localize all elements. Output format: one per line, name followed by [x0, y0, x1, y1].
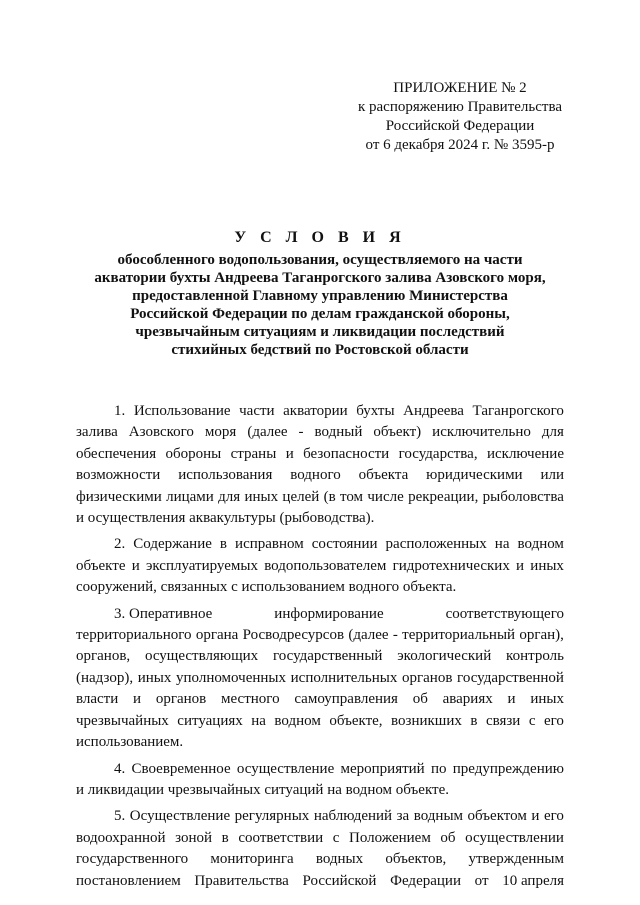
- word: на: [251, 712, 266, 729]
- word: территориальный: [402, 627, 516, 644]
- word: в: [221, 829, 229, 846]
- word: расположенных: [385, 536, 487, 553]
- word: Российской: [302, 872, 377, 889]
- appendix-header: [340, 79, 580, 155]
- paragraph-line: [76, 422, 564, 443]
- word: самоуправления: [294, 691, 398, 708]
- word: на: [494, 536, 510, 553]
- word: (далее: [348, 627, 389, 644]
- paragraph-line: [76, 668, 564, 689]
- word: от: [474, 872, 489, 889]
- word: государства,: [398, 445, 478, 462]
- word: и: [507, 691, 516, 708]
- paragraph-line: [76, 577, 564, 598]
- paragraph-line: [76, 828, 564, 849]
- word: власти: [76, 691, 119, 708]
- word: акватории: [283, 403, 348, 419]
- appendix-number: ПРИЛОЖЕНИЕ № 2: [393, 80, 527, 96]
- word: Федерации: [390, 872, 461, 889]
- word: осуществление: [236, 760, 335, 777]
- word: органов,: [76, 648, 131, 665]
- word: с: [332, 829, 340, 846]
- word: Таганрогского: [472, 403, 564, 419]
- word: информирование: [274, 605, 384, 622]
- paragraph-line: [76, 806, 564, 827]
- word: государственной: [457, 669, 564, 686]
- word: и: [131, 557, 140, 574]
- word: органов: [155, 691, 207, 708]
- word: ситуациях: [177, 712, 243, 729]
- appendix-reference: к распоряжению Правительства: [357, 99, 562, 115]
- word: контроль: [506, 648, 564, 665]
- word: для: [541, 424, 564, 441]
- word: юридическими: [426, 467, 523, 484]
- word: соответствии: [238, 829, 324, 846]
- paragraph-line: [76, 444, 564, 465]
- word: Содержание: [133, 536, 212, 553]
- document-body: [76, 401, 564, 897]
- word: мероприятий: [340, 760, 425, 777]
- word: возможности: [76, 467, 161, 484]
- word: орган),: [519, 627, 564, 644]
- word: объектов,: [385, 851, 447, 868]
- word: иных: [530, 691, 564, 708]
- subtitle-line: обособленного водопользования, осуществляемого на части: [117, 252, 523, 268]
- paragraph-line: [76, 689, 564, 710]
- paragraph-line: [76, 487, 564, 508]
- word: том: [339, 488, 364, 505]
- word: государственный: [272, 648, 383, 665]
- paragraph-line: [76, 646, 564, 667]
- word: водных: [315, 851, 364, 868]
- subtitle-line: Российской Федерации по делам гражданской обороны,: [130, 306, 510, 322]
- word: и: [285, 445, 294, 462]
- word: по: [430, 760, 447, 777]
- word: наблюдений: [313, 808, 393, 825]
- word: бухты: [356, 403, 395, 419]
- word: экологический: [397, 648, 492, 665]
- word: уполномоченных: [176, 669, 286, 686]
- word: исключительно: [432, 424, 531, 441]
- word: авариях: [442, 691, 493, 708]
- word: чрезвычайных: [76, 712, 169, 729]
- word: Правительства: [194, 872, 289, 889]
- word: (в: [323, 488, 336, 505]
- word: 4.: [114, 760, 126, 777]
- word: использованием.: [76, 734, 184, 751]
- word: об: [440, 829, 456, 846]
- paragraph-line: [76, 759, 564, 780]
- paragraph-3: [76, 604, 564, 754]
- word: зоной: [175, 829, 213, 846]
- word: органа: [195, 627, 239, 644]
- document-title: У С Л О В И Я: [234, 229, 406, 246]
- word: за: [396, 808, 410, 825]
- word: эксплуатируемых: [145, 557, 258, 574]
- word: государственного: [76, 851, 189, 868]
- word: объектом: [467, 808, 527, 825]
- word: 10 апреля: [502, 872, 564, 889]
- word: состоянии: [311, 536, 378, 553]
- paragraph-line: [76, 780, 564, 801]
- word: возникших: [391, 712, 462, 729]
- paragraph-5: [76, 806, 564, 892]
- word: водном: [274, 712, 321, 729]
- word: и: [516, 557, 525, 574]
- paragraph-line: [76, 401, 564, 422]
- word: водоохранной: [76, 829, 166, 846]
- word: исправном: [235, 536, 304, 553]
- word: сооружений, связанных с использованием водного объекта.: [76, 579, 457, 596]
- paragraph-line: [76, 534, 564, 555]
- word: об: [412, 691, 428, 708]
- subtitle-line: предоставленной Главному управлению Министерства: [132, 288, 508, 304]
- word: 2.: [114, 536, 126, 553]
- word: и осуществления аквакультуры (рыбоводства).: [76, 510, 375, 527]
- word: иных: [530, 557, 564, 574]
- paragraph-line: [76, 849, 564, 870]
- paragraph-1: [76, 401, 564, 529]
- word: Осуществление: [129, 808, 231, 825]
- paragraph-line: [76, 871, 564, 892]
- word: в: [219, 536, 228, 553]
- word: объект): [373, 424, 422, 441]
- word: Росводресурсов: [242, 627, 345, 644]
- word: 3. Оперативное: [114, 605, 213, 622]
- word: его: [543, 808, 564, 825]
- paragraph-line: [76, 465, 564, 486]
- word: постановлением: [76, 872, 181, 889]
- appendix-date: от 6 декабря 2024 г. № 3595-р: [365, 137, 555, 153]
- word: соответствующего: [445, 605, 564, 622]
- word: Положением: [349, 829, 431, 846]
- word: -: [392, 627, 398, 644]
- word: (далее: [247, 424, 288, 441]
- word: предупреждению: [452, 760, 564, 777]
- word: и ликвидации чрезвычайных ситуаций на водном объекте.: [76, 781, 450, 798]
- paragraph-line: [76, 556, 564, 577]
- word: (надзор),: [76, 669, 134, 686]
- word: объекте: [76, 557, 126, 574]
- word: -: [298, 424, 304, 441]
- word: территориального: [76, 627, 192, 644]
- word: осуществляющих: [144, 648, 259, 665]
- word: использования: [178, 467, 273, 484]
- word: его: [543, 712, 564, 729]
- paragraph-4: [76, 759, 564, 802]
- word: части: [239, 403, 275, 419]
- word: органов: [401, 669, 453, 686]
- subtitle-line: акватории бухты Андреева Таганрогского залива Азовского моря,: [94, 270, 546, 286]
- word: для: [218, 488, 241, 505]
- word: регулярных: [234, 808, 310, 825]
- word: рекреации,: [408, 488, 479, 505]
- paragraph-line: [76, 732, 564, 753]
- word: 1.: [114, 403, 126, 419]
- word: исполнительных: [290, 669, 398, 686]
- word: осуществлении: [465, 829, 564, 846]
- subtitle-line: чрезвычайным ситуациям и ликвидации последствий: [135, 324, 505, 340]
- word: местного: [221, 691, 280, 708]
- paragraph-2: [76, 534, 564, 598]
- word: 5.: [114, 808, 126, 825]
- word: Своевременное: [131, 760, 231, 777]
- subtitle-line: стихийных бедствий по Ростовской области: [171, 342, 469, 358]
- paragraph-line: [76, 711, 564, 732]
- word: залива: [76, 424, 118, 441]
- word: страны: [230, 445, 277, 462]
- word: водным: [413, 808, 464, 825]
- word: целей: [282, 488, 320, 505]
- word: Андреева: [403, 403, 464, 419]
- document-subtitle: [60, 251, 580, 359]
- paragraph-line: [76, 604, 564, 625]
- word: мониторинга: [210, 851, 294, 868]
- word: моря: [204, 424, 237, 441]
- word: утвержденным: [468, 851, 564, 868]
- word: иных: [137, 669, 172, 686]
- word: объекте,: [329, 712, 383, 729]
- appendix-authority: Российской Федерации: [385, 118, 535, 134]
- word: исключение: [486, 445, 564, 462]
- word: и: [531, 808, 540, 825]
- paragraph-line: [76, 508, 564, 529]
- word: водного: [290, 467, 341, 484]
- word: рыболовства: [482, 488, 564, 505]
- word: обеспечения: [76, 445, 157, 462]
- word: Использование: [133, 403, 231, 419]
- paragraph-line: [76, 625, 564, 646]
- word: физическими: [76, 488, 162, 505]
- word: обороны: [165, 445, 222, 462]
- word: лицами: [166, 488, 214, 505]
- word: числе: [367, 488, 404, 505]
- word: водный: [314, 424, 363, 441]
- word: или: [540, 467, 564, 484]
- word: иных: [244, 488, 279, 505]
- word: связи: [485, 712, 521, 729]
- word: Азовского: [128, 424, 194, 441]
- word: безопасности: [303, 445, 390, 462]
- word: в: [470, 712, 478, 729]
- word: объекта: [358, 467, 409, 484]
- word: водопользователем: [264, 557, 387, 574]
- word: гидротехнических: [392, 557, 510, 574]
- word: водном: [517, 536, 564, 553]
- word: и: [133, 691, 142, 708]
- word: с: [528, 712, 536, 729]
